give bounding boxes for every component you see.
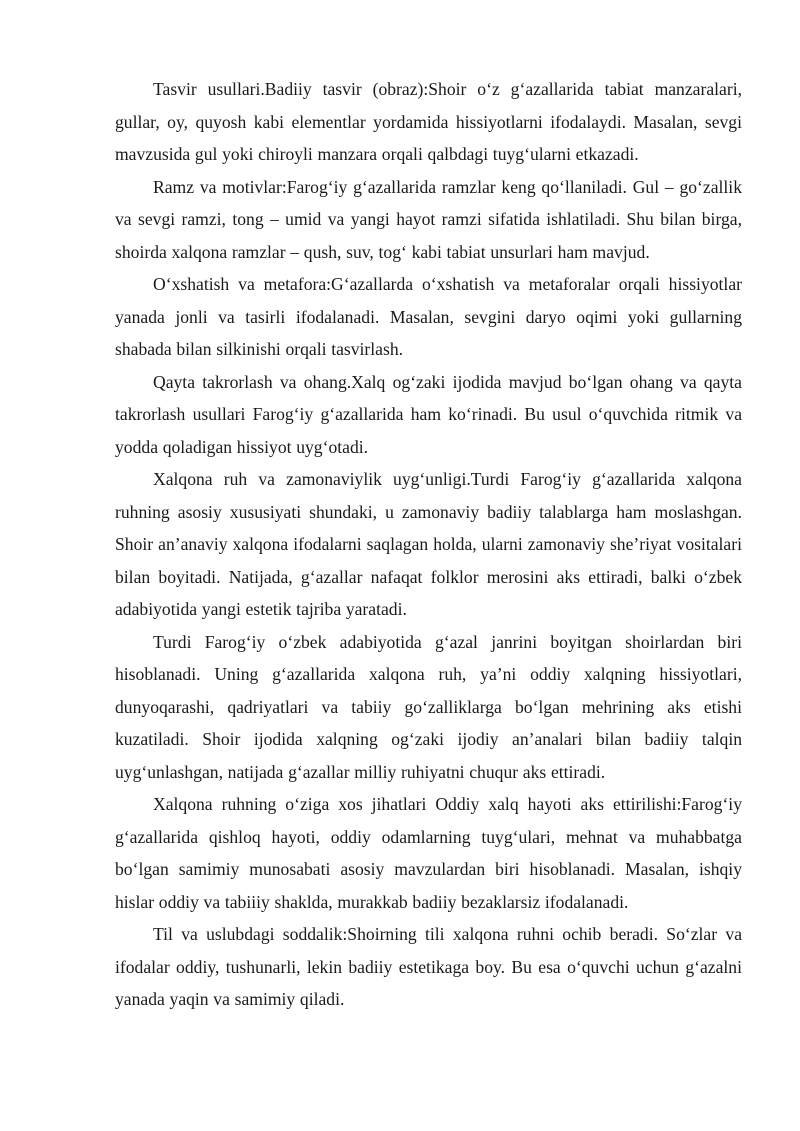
paragraph-qayta-takrorlash: Qayta takrorlash va ohang.Xalq og‘zaki ijodida mavjud bo‘lgan ohang va qayta takrorlash usullari Farog‘iy g‘azallarida ham ko‘rinadi. Bu usul o‘quvchida ritmik va yodda qoladigan hissiyot uyg‘otadi.	[115, 371, 742, 457]
paragraph-tasvir-usullari: Tasvir usullari.Badiiy tasvir (obraz):Shoir o‘z g‘azallarida tabiat manzaralari, gullar, oy, quyosh kabi elementlar yordamida hissiyotlarni ifodalaydi. Masalan, sevgi mavzusida gul yoki chiroyli manzara orqali qalbdagi tuyg‘ularni etkazadi.	[115, 79, 742, 164]
paragraph-xalqona-ruh-zamonaviylik: Xalqona ruh va zamonaviylik uyg‘unligi.Turdi Farog‘iy g‘azallarida xalqona ruhning asosiy xususiyati shundaki, u zamonaviy badiiy talablarga ham moslashgan. Shoir an’anaviy xalqona ifodalarni saqlagan holda, ularni zamonaviy she’riyat vositalari bilan boyitadi. Natijada, g‘azallar nafaqat folklor merosini aks ettiradi, balki o‘zbek adabiyotida yangi estetik tajriba yaratadi.	[115, 469, 742, 619]
paragraph-oxshatish-va-metafora: O‘xshatish va metafora:G‘azallarda o‘xshatish va metaforalar orqali hissiyotlar yanada jonli va tasirli ifodalanadi. Masalan, sevgini daryo oqimi yoki gullarning shabada bilan silkinishi orqali tasvirlash.	[115, 274, 742, 359]
paragraph-til-va-uslub: Til va uslubdagi soddalik:Shoirning tili xalqona ruhni ochib beradi. So‘zlar va ifodalar oddiy, tushunarli, lekin badiiy estetikaga boy. Bu esa o‘quvchi uchun g‘azalni yanada yaqin va samimiy qiladi.	[115, 924, 742, 1009]
document-body	[115, 73, 742, 1016]
paragraph-turdi-farogiy: Turdi Farog‘iy o‘zbek adabiyotida g‘azal janrini boyitgan shoirlardan biri hisoblanadi. Uning g‘azallarida xalqona ruh, ya’ni oddiy xalqning hissiyotlari, dunyoqarashi, qadriyatlari va tabiiy go‘zalliklarga bo‘lgan mehrining aks etishi kuzatiladi. Shoir ijodida xalqning og‘zaki ijodiy an’analari bilan badiiy talqin uyg‘unlashgan, natijada g‘azallar milliy ruhiyatni chuqur aks ettiradi.	[115, 631, 742, 782]
paragraph-ramz-va-motivlar: Ramz va motivlar:Farog‘iy g‘azallarida ramzlar keng qo‘llaniladi. Gul – go‘zallik va sevgi ramzi, tong – umid va yangi hayot ramzi sifatida ishlatiladi. Shu bilan birga, shoirda xalqona ramzlar – qush, suv, tog‘ kabi tabiat unsurlari ham mavjud.	[115, 176, 742, 262]
paragraph-xalqona-ruh-jihatlari: Xalqona ruhning o‘ziga xos jihatlari Oddiy xalq hayoti aks ettirilishi:Farog‘iy g‘azallarida qishloq hayoti, oddiy odamlarning tuyg‘ulari, mehnat va muhabbatga bo‘lgan samimiy munosabati asosiy mavzulardan biri hisoblanadi. Masalan, ishqiy hislar oddiy va tabiiiy shaklda, murakkab badiiy bezaklarsiz ifodalanadi.	[115, 794, 742, 912]
